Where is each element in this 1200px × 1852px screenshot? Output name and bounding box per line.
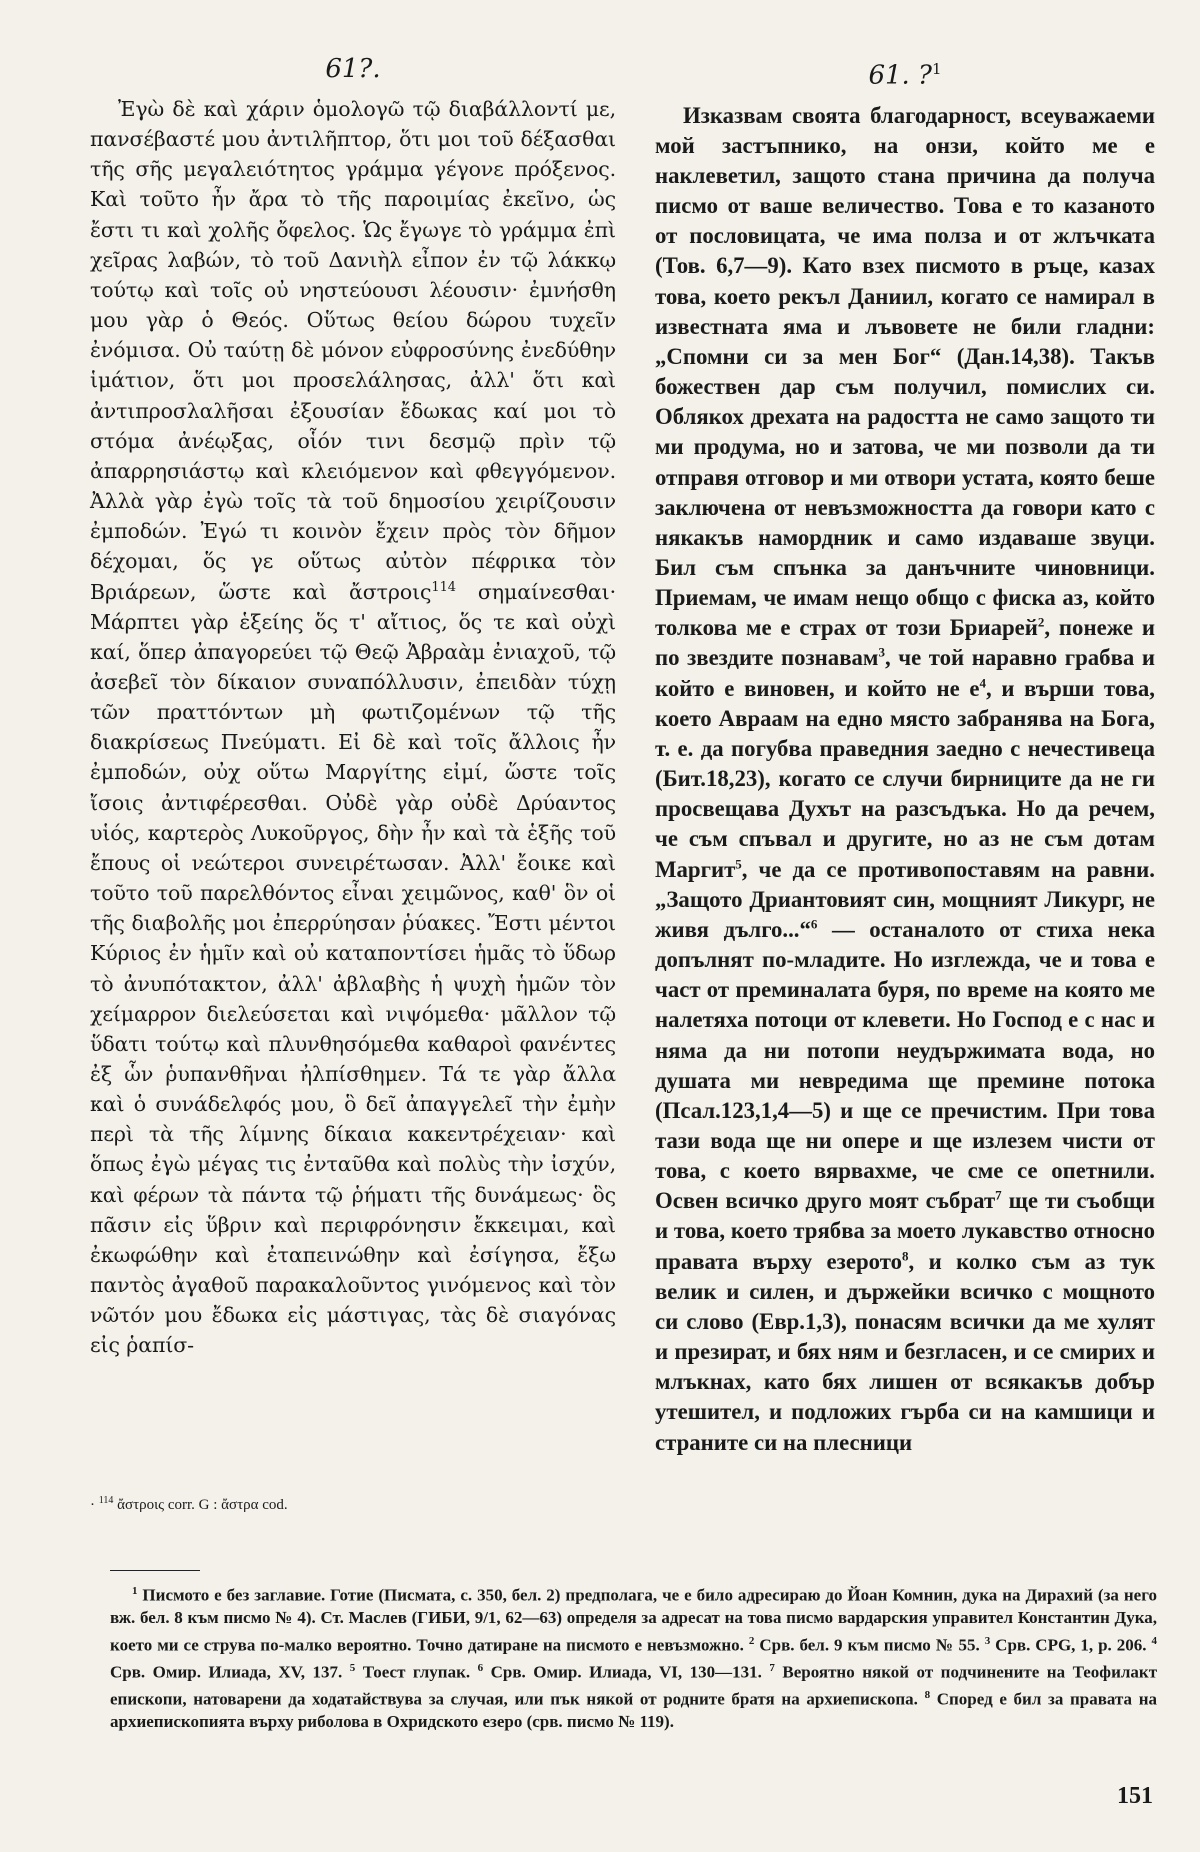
page-number: 151: [1117, 1783, 1153, 1809]
greek-letter-text: [90, 94, 616, 1361]
bg-note-marker-4: 4: [979, 675, 986, 691]
bg-note-marker-3: 3: [878, 644, 885, 660]
footnote-marker-4: 4: [1151, 1634, 1157, 1647]
footnote-marker-5: 5: [349, 1661, 356, 1674]
footnote-5: Тоест глупак.: [355, 1662, 471, 1682]
footnote-marker-8: 8: [924, 1688, 931, 1701]
greek-text-part2: σημαίνεσθαι· Μάρπτει γὰρ ἑξείης ὅς τ' αἴτιος, ὅς τε καὶ οὐχὶ καί, ὅπερ ἀπαγορεύει τῷ Θεῷ Ἀβραὰμ ἐνιαχοῦ, τῷ ἀσεβεῖ τὸν δίκαιον συναπόλλυσιν, ἐπειδὰν τύχῃ τῶν πραττόντων μὴ φωτιζομένων τῷ τῆς διακρίσεως Πνεύματι. Εἰ δὲ καὶ τοῖς ἄλλοις ἦν ἐμποδών, οὐχ οὕτω Μαργίτης εἰμί, ὥστε τοῖς ἴσοις ἀντιφέρεσθαι. Οὐδὲ γὰρ οὐδὲ Δρύαντος υἱός, καρτερὸς Λυκοῦργος, δὴν ἦν καὶ τὰ ἑξῆς τοῦ ἔπους οἱ νεώτεροι συνειρέτωσαν. Ἀλλ' ἔοικε καὶ τοῦτο τοῦ παρελθόντος εἶναι χειμῶνος, καθ' ὃν οἱ τῆς διαβολῆς μοι ἐπερρύησαν ῥύακες. Ἔστι μέντοι Κύριος ἐν ἡμῖν καὶ οὐ καταποντίσει ἡμᾶς τὸ ὕδωρ τὸ ἀνυπότακτον, ἀλλ' ἀβλαβὴς ἡ ψυχὴ ἡμῶν τὸν χείμαρρον διελεύσεται καὶ νιψόμεθα· μᾶλλον τῷ ὕδατι τούτῳ καὶ πλυνθησόμεθα καθαροὶ φανέντες ἐξ ὧν ῥυπανθῆναι ἠλπίσθημεν. Τά τε γὰρ ἄλλα καὶ ὁ συνάδελφός μου, ὃ δεῖ ἀπαγγελεῖ τὴν ἐμὴν περὶ τὰ τῆς λίμνης δίκαια κακεντρέχειαν· καὶ ὅπως ἐγὼ μέγας τις ἐνταῦθα καὶ πολὺς τὴν ἰσχύν, καὶ φέρων τὰ πάντα τῷ ῥήματι τῆς δυνάμεως· ὃς πᾶσιν εἰς ὕβριν καὶ περιφρόνησιν ἔκκειμαι, καὶ ἐκωφώθην καὶ ἐταπεινώθην καὶ ἐσίγησα, ἔξω παντὸς ἀγαθοῦ παρακαλοῦντος γινόμενος καὶ τὸν νῶτόν μου ἔδωκα εἰς μάστιγας, τὰς δὲ σιαγόνας εἰς ῥαπίσ-: [90, 579, 616, 1358]
footnote-marker-7: 7: [769, 1661, 775, 1674]
footnote-6: Срв. Омир. Илиада, VI, 130—131.: [483, 1662, 762, 1682]
apparatus-text: ἄστροις corr. G : ἄστρα cod.: [113, 1497, 288, 1513]
bg-text-8: , и колко съм аз тук велик и силен, и държейки всичко с мощното си слово (Евр.1,3), понасям всички да ме хулят и презират, и бях ням и безгласен, и се смирих и млъкнах, като бях лишен от всякакъв добър утешител, и подложих гърба си на камшици и страните си на плесници: [655, 1248, 1156, 1455]
footnotes: [110, 1580, 1157, 1734]
footnote-divider: [110, 1570, 200, 1571]
apparatus-marker: 114: [98, 1495, 114, 1506]
bg-note-marker-5: 5: [735, 855, 742, 871]
bulgarian-column: [655, 52, 1155, 1458]
bulgarian-letter-text: [655, 101, 1155, 1458]
greek-letter-heading: 61?.: [325, 54, 381, 84]
bulgarian-letter-heading: [655, 52, 1155, 93]
bg-text-1: Изказвам своята благодарност, всеуважаеми мой застъпнико, на онзи, който ме е наклеветил, защото стана причина да получа писмо от ваше величество. Това е то казаното от пословицата, че има полза и от жлъчката (Тов. 6,7—9). Като взех писмото в ръце, казах това, което рекъл Даниил, когато се намирал в известната яма и лъвовете не били гладни: „Спомни си за мен Бог“ (Дан.14,38). Такъв божествен дар съм получил, помислих си. Облякох дрехата на радостта не само защото ти ми продума, но и затова, че ми позволи да ти отправя отговор и ми отвори устата, която беше заключена от невъзможността да говори като с някакъв намордник и само издаваше звуци. Бил съм спънка за данъчните чиновници. Приемам, че имам нещо общо с фиска аз, който толкова ме е страх от този Бриарей: [655, 102, 1155, 641]
bg-text-4: , и върши това, което Авраам на едно място забранява на Бога, т. е. да погубва праведния заедно с нечестивеца (Бит.18,23), когато се случи бирниците да не ги просвещава Духът на разсъдъка. Но да речем, че съм спъвал и другите, но аз не съм дотам Маргит: [655, 675, 1155, 882]
bg-note-marker-7: 7: [995, 1187, 1002, 1203]
bg-text-2: , понеже и по звездите познавам: [655, 615, 1155, 671]
greek-apparatus-note: · $^{114}$ ἄστροις corr. G : ἄστρα cod.: [90, 1495, 288, 1513]
footnote-3: Срв. CPG, 1, p. 206.: [990, 1635, 1147, 1655]
footnote-4: Срв. Омир. Илиада, XV, 137.: [110, 1662, 343, 1682]
greek-text-part1: Ἐγὼ δὲ καὶ χάριν ὁμολογῶ τῷ διαβάλλοντί με, πανσέβαστέ μου ἀντιλῆπτορ, ὅτι μοι τοῦ δέξασθαι τῆς σῆς μεγαλειότητος γράμμα γέγονε πρόξενος. Καὶ τοῦτο ἦν ἄρα τὸ τῆς παροιμίας ἐκεῖνο, ὡς ἔστι τι καὶ χολῆς ὄφελος. Ὡς ἔγωγε τὸ γράμμα ἐπὶ χεῖρας λαβών, τὸ τοῦ Δανιὴλ εἶπον ἐν τῷ λάκκῳ τούτῳ καὶ τοῖς οὐ νηστεύουσι λέουσιν· ἐμνήσθη μου γὰρ ὁ Θεός. Οὕτως θείου δώρου τυχεῖν ἐνόμισα. Οὐ ταύτῃ δὲ μόνον εὐφροσύνης ἐνεδύθην ἱμάτιον, ὅτι μοι προσελάλησας, ἀλλ' ὅτι καὶ ἀντιπροσλαλῆσαι ἐξουσίαν ἔδωκας καί μοι τὸ στόμα ἀνέῳξας, οἷόν τινι δεσμῷ πρὶν τῷ ἀπαρρησιάστῳ καὶ κλειόμενον καὶ φθεγγόμενον. Ἀλλὰ γὰρ ἐγὼ τοῖς τὰ τοῦ δημοσίου χειρίζουσιν ἐμποδών. Ἐγώ τι κοινὸν ἔχειν πρὸς τὸν δῆμον δέχομαι, ὅς γε οὕτως αὐτὸν πέφρικα τὸν Βριάρεων, ὥστε καὶ ἄστροις: [90, 97, 616, 604]
footnote-2: Срв. бел. 9 към писмо № 55.: [754, 1635, 980, 1655]
footnote-marker-1: 1: [132, 1585, 138, 1597]
bg-text-3: , че той наравно грабва и който е виновен, и който не е: [655, 645, 1155, 701]
heading-text: 61. ?: [868, 60, 932, 91]
footnote-1: Писмото е без заглавие. Готие (Писмата, с. 350, бел. 2) предполага, че е било адресираю до Йоан Комнин, дука на Дирахий (за него вж. бел. 8 към писмо № 4). Ст. Маслев (ГИБИ, 9/1, 62—63) определя за адресат на това писмо вардарския управител Константин Дука, което ми се струва по-малко вероятно. Точно датиране на писмото е невъзможно.: [110, 1585, 1157, 1655]
bg-note-marker-8: 8: [902, 1248, 909, 1263]
bg-text-5: , че да се противопоставям на равни. „Защото Дриантовият син, мощният Ликург, не живя дълго...“: [655, 856, 1155, 942]
greek-column: [90, 52, 616, 1361]
footnote-8: Според е бил за правата на архиепископията върху риболова в Охридското езеро (срв. писмо № 119).: [110, 1689, 1157, 1732]
bg-note-marker-6: 6: [810, 916, 818, 932]
bg-note-marker-2: 2: [1037, 614, 1045, 630]
footnote-marker-6: 6: [477, 1661, 484, 1674]
greek-footnote-marker: 114: [431, 579, 456, 595]
heading-footnote-marker: 1: [932, 60, 942, 78]
footnote-marker-2: 2: [748, 1634, 755, 1647]
footnote-marker-3: 3: [984, 1634, 991, 1647]
footnote-7: Вероятно някой от подчинените на Теофилакт епископи, натоварени да ходатайствува за случая, или пък някой от родните братя на архиепископа.: [110, 1662, 1158, 1709]
bg-text-7: ще ти съобщи и това, което трябва за моето лукавство относно правата върху езерото: [655, 1188, 1155, 1274]
bg-text-6: — останалото от стиха нека допълнят по-младите. Но изглежда, че и това е част от преминалата буря, по време на която ме налетяха потоци от клевети. Но Господ е с нас и няма да ни потопи неудържимата вода, но душата ми невредима ще премине потока (Псал.123,1,4—5) и ще се пречистим. При това тази вода ще ни опере и ще излезем чисти от това, с което вярвахме, че сме се опетнили. Освен всичко друго моят събрат: [655, 916, 1155, 1214]
